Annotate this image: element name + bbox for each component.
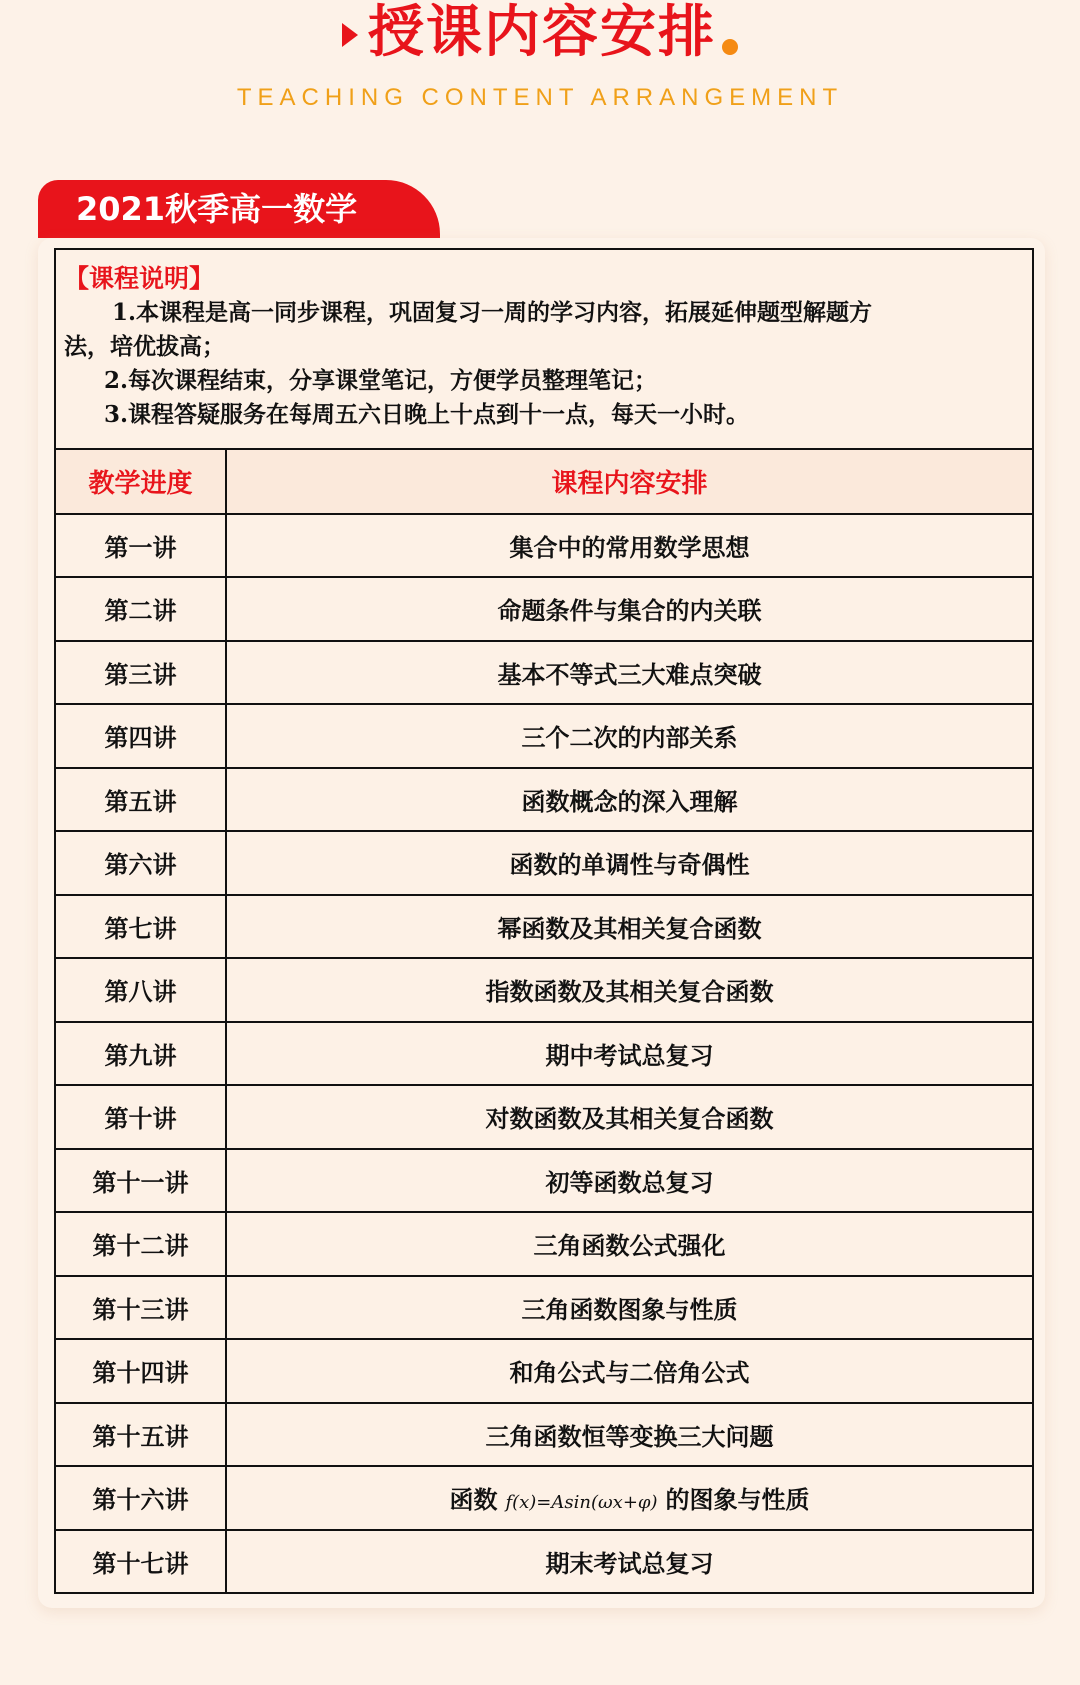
table-row: [56, 958, 1032, 1022]
table-row: [56, 641, 1032, 705]
lecture-number: 第八讲: [56, 958, 226, 1022]
description-heading: 【课程说明】: [64, 264, 215, 293]
table-row: [56, 1022, 1032, 1086]
course-document: [54, 248, 1034, 1594]
lecture-number: 第十六讲: [56, 1466, 226, 1530]
lecture-topic: 集合中的常用数学思想: [226, 514, 1032, 578]
lecture-number: 第十五讲: [56, 1403, 226, 1467]
lecture-number: 第九讲: [56, 1022, 226, 1086]
topic-formula: f(x)=Asin(ωx+φ): [505, 1492, 658, 1514]
table-row: [56, 1276, 1032, 1340]
table-row: [56, 1403, 1032, 1467]
lecture-topic: 对数函数及其相关复合函数: [226, 1085, 1032, 1149]
table-row: [56, 831, 1032, 895]
header-content: 课程内容安排: [226, 450, 1032, 514]
table-row: [56, 895, 1032, 959]
lecture-number: 第十四讲: [56, 1339, 226, 1403]
orange-dot-icon: [722, 39, 738, 55]
lecture-number: 第十讲: [56, 1085, 226, 1149]
lecture-topic: 三角函数公式强化: [226, 1212, 1032, 1276]
description-item-3: 3.课程答疑服务在每周五六日晚上十点到十一点，每天一小时。: [104, 401, 750, 428]
lecture-topic: 三角函数图象与性质: [226, 1276, 1032, 1340]
lecture-number: 第一讲: [56, 514, 226, 578]
lecture-topic: [226, 1466, 1032, 1530]
lecture-number: 第五讲: [56, 768, 226, 832]
table-row: [56, 768, 1032, 832]
lecture-number: 第四讲: [56, 704, 226, 768]
lecture-topic: 基本不等式三大难点突破: [226, 641, 1032, 705]
lecture-topic: 三个二次的内部关系: [226, 704, 1032, 768]
table-row: [56, 577, 1032, 641]
lecture-topic: 函数概念的深入理解: [226, 768, 1032, 832]
table-header-row: [56, 450, 1032, 514]
page-header: [0, 0, 1080, 130]
table-row: [56, 1085, 1032, 1149]
course-description: [56, 250, 1032, 450]
lecture-number: 第二讲: [56, 577, 226, 641]
lecture-number: 第十一讲: [56, 1149, 226, 1213]
lecture-topic: 命题条件与集合的内关联: [226, 577, 1032, 641]
lecture-number: 第十二讲: [56, 1212, 226, 1276]
lecture-number: 第十七讲: [56, 1530, 226, 1594]
lecture-topic: 指数函数及其相关复合函数: [226, 958, 1032, 1022]
schedule-table: [56, 450, 1032, 1593]
table-row: [56, 704, 1032, 768]
table-row: [56, 514, 1032, 578]
lecture-number: 第六讲: [56, 831, 226, 895]
lecture-topic: 期中考试总复习: [226, 1022, 1032, 1086]
table-row: [56, 1212, 1032, 1276]
description-item-1: 1.本课程是高一同步课程，巩固复习一周的学习内容，拓展延伸题型解题方: [112, 299, 873, 326]
course-badge: 2021秋季高一数学: [38, 180, 440, 238]
table-row: [56, 1466, 1032, 1530]
lecture-topic: 幂函数及其相关复合函数: [226, 895, 1032, 959]
header-progress: 教学进度: [56, 450, 226, 514]
description-item-2: 2.每次课程结束，分享课堂笔记，方便学员整理笔记；: [104, 367, 658, 394]
lecture-number: 第十三讲: [56, 1276, 226, 1340]
lecture-number: 第七讲: [56, 895, 226, 959]
table-row: [56, 1530, 1032, 1594]
lecture-number: 第三讲: [56, 641, 226, 705]
lecture-topic: 和角公式与二倍角公式: [226, 1339, 1032, 1403]
lecture-topic: 三角函数恒等变换三大问题: [226, 1403, 1032, 1467]
table-row: [56, 1149, 1032, 1213]
title-row: [0, 0, 1080, 66]
lecture-topic: 期末考试总复习: [226, 1530, 1032, 1594]
description-item-1-cont: 法，培优拔高；: [64, 333, 225, 360]
lecture-topic: 函数的单调性与奇偶性: [226, 831, 1032, 895]
lecture-topic: 初等函数总复习: [226, 1149, 1032, 1213]
topic-suffix: 的图象与性质: [665, 1485, 810, 1515]
table-row: [56, 1339, 1032, 1403]
page-subtitle: TEACHING CONTENT ARRANGEMENT: [236, 84, 844, 111]
topic-prefix: 函数: [449, 1485, 498, 1515]
play-triangle-icon: [342, 23, 358, 47]
page-title: 授课内容安排: [368, 0, 716, 65]
